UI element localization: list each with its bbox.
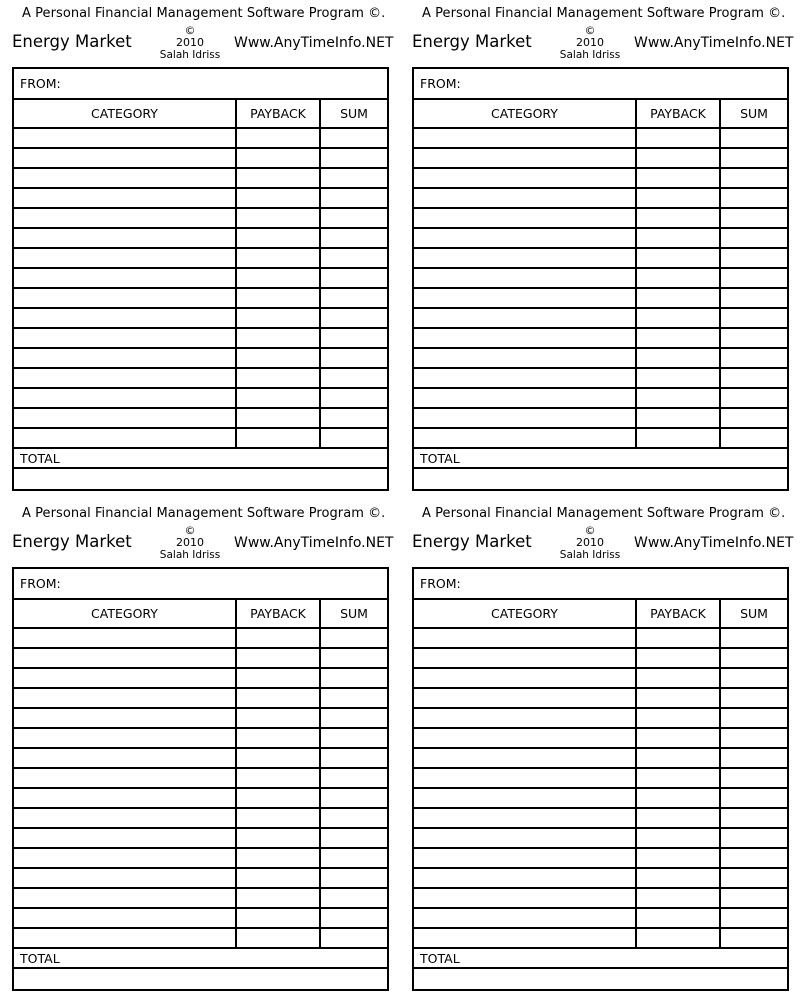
- column-divider-payback: [235, 600, 237, 947]
- total-row: [414, 449, 787, 467]
- table-row[interactable]: [414, 189, 787, 207]
- author-name: Salah Idriss: [559, 549, 621, 561]
- from-label: FROM:: [20, 576, 61, 591]
- table-row[interactable]: [414, 829, 787, 847]
- table-row[interactable]: [414, 229, 787, 247]
- from-label: FROM:: [20, 76, 61, 91]
- total-value-field[interactable]: [14, 469, 387, 489]
- total-row: [14, 949, 387, 967]
- total-value-field[interactable]: [414, 969, 787, 989]
- tagline: A Personal Financial Management Software Program ©.: [422, 6, 786, 21]
- website-link[interactable]: Www.AnyTimeInfo.NET: [234, 35, 394, 51]
- from-label: FROM:: [420, 576, 461, 591]
- table-row[interactable]: [414, 209, 787, 227]
- total-label: TOTAL: [420, 951, 460, 966]
- copyright-year: 2010: [176, 536, 204, 549]
- table-row[interactable]: [14, 349, 387, 367]
- from-field[interactable]: [14, 569, 387, 600]
- column-header-sum: SUM: [740, 106, 768, 121]
- table-row[interactable]: [414, 769, 787, 787]
- table-row[interactable]: [14, 889, 387, 907]
- table-row[interactable]: [14, 189, 387, 207]
- total-label: TOTAL: [20, 951, 60, 966]
- copyright-block: [556, 25, 624, 61]
- table-row[interactable]: [414, 689, 787, 707]
- total-value-field[interactable]: [414, 469, 787, 489]
- table-row[interactable]: [14, 389, 387, 407]
- form-title: Energy Market: [12, 32, 132, 51]
- budget-table: [12, 567, 389, 991]
- table-row[interactable]: [414, 629, 787, 647]
- budget-form-card-1: [0, 0, 400, 500]
- form-title: Energy Market: [12, 532, 132, 551]
- table-row[interactable]: [14, 329, 387, 347]
- author-name: Salah Idriss: [559, 49, 621, 61]
- table-row[interactable]: [14, 669, 387, 687]
- column-header-category: CATEGORY: [491, 106, 558, 121]
- table-row[interactable]: [14, 369, 387, 387]
- author-name: Salah Idriss: [159, 549, 221, 561]
- table-row[interactable]: [14, 849, 387, 867]
- total-label: TOTAL: [20, 451, 60, 466]
- table-row[interactable]: [414, 269, 787, 287]
- table-row[interactable]: [14, 689, 387, 707]
- website-link[interactable]: Www.AnyTimeInfo.NET: [634, 535, 794, 551]
- copyright-symbol: ©: [584, 524, 596, 537]
- column-header-payback: PAYBACK: [250, 106, 306, 121]
- tagline: A Personal Financial Management Software Program ©.: [22, 506, 386, 521]
- table-row[interactable]: [14, 829, 387, 847]
- tagline: A Personal Financial Management Software Program ©.: [422, 506, 786, 521]
- website-link[interactable]: Www.AnyTimeInfo.NET: [634, 35, 794, 51]
- column-divider-payback: [635, 600, 637, 947]
- column-divider-sum: [319, 100, 321, 447]
- table-row[interactable]: [14, 909, 387, 927]
- table-row[interactable]: [414, 849, 787, 867]
- table-row[interactable]: [414, 429, 787, 447]
- table-row[interactable]: [14, 269, 387, 287]
- table-row[interactable]: [414, 809, 787, 827]
- budget-table: [12, 67, 389, 491]
- copyright-year: 2010: [576, 36, 604, 49]
- table-row[interactable]: [14, 169, 387, 187]
- table-row[interactable]: [414, 149, 787, 167]
- column-header-sum: SUM: [340, 106, 368, 121]
- copyright-block: [556, 525, 624, 561]
- tagline: A Personal Financial Management Software Program ©.: [22, 6, 386, 21]
- column-header-payback: PAYBACK: [650, 106, 706, 121]
- column-divider-payback: [235, 100, 237, 447]
- budget-table: [412, 67, 789, 491]
- from-field[interactable]: [414, 69, 787, 100]
- column-divider-sum: [719, 600, 721, 947]
- table-row[interactable]: [414, 749, 787, 767]
- table-row[interactable]: [414, 729, 787, 747]
- column-divider-payback: [635, 100, 637, 447]
- table-row[interactable]: [414, 249, 787, 267]
- table-row[interactable]: [414, 649, 787, 667]
- budget-form-card-3: [0, 500, 400, 1000]
- column-divider-sum: [319, 600, 321, 947]
- table-row[interactable]: [414, 329, 787, 347]
- column-divider-sum: [719, 100, 721, 447]
- table-row[interactable]: [14, 709, 387, 727]
- table-row[interactable]: [414, 129, 787, 147]
- table-row[interactable]: [414, 929, 787, 947]
- total-label: TOTAL: [420, 451, 460, 466]
- author-name: Salah Idriss: [159, 49, 221, 61]
- table-row[interactable]: [414, 669, 787, 687]
- table-header: [414, 100, 787, 129]
- budget-form-card-2: [400, 0, 800, 500]
- total-row: [414, 949, 787, 967]
- copyright-symbol: ©: [184, 24, 196, 37]
- copyright-symbol: ©: [184, 524, 196, 537]
- table-row[interactable]: [14, 809, 387, 827]
- table-row[interactable]: [414, 789, 787, 807]
- website-link[interactable]: Www.AnyTimeInfo.NET: [234, 535, 394, 551]
- table-header: [14, 600, 387, 629]
- table-row[interactable]: [14, 309, 387, 327]
- table-header: [414, 600, 787, 629]
- table-row[interactable]: [414, 289, 787, 307]
- table-header: [14, 100, 387, 129]
- budget-table: [412, 567, 789, 991]
- column-header-sum: SUM: [340, 606, 368, 621]
- form-title: Energy Market: [412, 532, 532, 551]
- table-row[interactable]: [14, 749, 387, 767]
- table-row[interactable]: [14, 289, 387, 307]
- table-row[interactable]: [414, 869, 787, 887]
- column-header-payback: PAYBACK: [650, 606, 706, 621]
- table-row[interactable]: [14, 649, 387, 667]
- table-row[interactable]: [414, 889, 787, 907]
- table-row[interactable]: [14, 429, 387, 447]
- table-row[interactable]: [14, 149, 387, 167]
- column-header-category: CATEGORY: [91, 106, 158, 121]
- form-title: Energy Market: [412, 32, 532, 51]
- table-row[interactable]: [14, 789, 387, 807]
- column-header-category: CATEGORY: [91, 606, 158, 621]
- table-row[interactable]: [14, 929, 387, 947]
- copyright-year: 2010: [576, 536, 604, 549]
- copyright-symbol: ©: [584, 24, 596, 37]
- table-row[interactable]: [414, 349, 787, 367]
- table-row[interactable]: [14, 249, 387, 267]
- table-row[interactable]: [14, 229, 387, 247]
- from-field[interactable]: [414, 569, 787, 600]
- table-row[interactable]: [14, 409, 387, 427]
- table-row[interactable]: [414, 389, 787, 407]
- copyright-block: [156, 525, 224, 561]
- copyright-year: 2010: [176, 36, 204, 49]
- total-row: [14, 449, 387, 467]
- from-field[interactable]: [14, 69, 387, 100]
- table-row[interactable]: [14, 769, 387, 787]
- table-row[interactable]: [414, 709, 787, 727]
- table-row[interactable]: [14, 209, 387, 227]
- table-row[interactable]: [14, 729, 387, 747]
- copyright-block: [156, 25, 224, 61]
- table-row[interactable]: [414, 169, 787, 187]
- budget-form-card-4: [400, 500, 800, 1000]
- table-row[interactable]: [414, 909, 787, 927]
- from-label: FROM:: [420, 76, 461, 91]
- table-row[interactable]: [414, 309, 787, 327]
- table-row[interactable]: [14, 869, 387, 887]
- column-header-category: CATEGORY: [491, 606, 558, 621]
- table-row[interactable]: [414, 369, 787, 387]
- table-row[interactable]: [14, 129, 387, 147]
- column-header-sum: SUM: [740, 606, 768, 621]
- total-value-field[interactable]: [14, 969, 387, 989]
- table-row[interactable]: [414, 409, 787, 427]
- column-header-payback: PAYBACK: [250, 606, 306, 621]
- table-row[interactable]: [14, 629, 387, 647]
